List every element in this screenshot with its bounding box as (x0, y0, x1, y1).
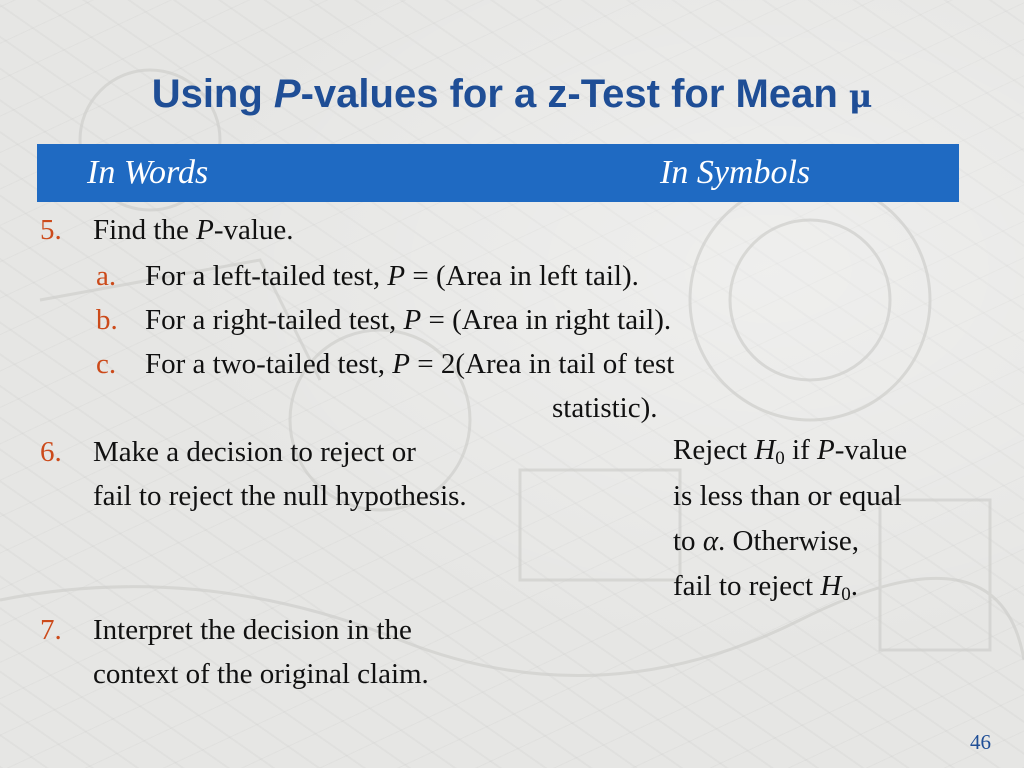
step-5c-label: c. (96, 348, 117, 380)
column-header-bar (37, 144, 959, 202)
step-5b-label: b. (96, 304, 118, 336)
step-5a-label: a. (96, 260, 117, 292)
step-6-line-2: fail to reject the null hypothesis. (93, 480, 467, 512)
step-5c-continuation: statistic). (552, 392, 658, 424)
slide-title: Using P-values for a z-Test for Mean μ (151, 72, 873, 116)
step-7-line-1: Interpret the decision in the (93, 614, 412, 646)
header-in-symbols: In Symbols (660, 154, 811, 191)
step-6-symbol-line-3: to α. Otherwise, (673, 525, 859, 557)
step-5-text: Find the P-value. (93, 214, 294, 246)
step-6-symbol-line-1: Reject $H_0$ if P-value (673, 434, 908, 469)
step-5c-text: For a two-tailed test, P = 2(Area in tail of test (145, 348, 675, 380)
step-5a-text: For a left-tailed test, P = (Area in left tail). (145, 260, 639, 292)
step-7-number: 7. (40, 614, 62, 646)
page-number: 46 (970, 730, 991, 754)
alpha-symbol: α (702, 525, 719, 557)
step-6-symbol-line-4: fail to reject $H_0$. (673, 570, 859, 605)
step-5b-text: For a right-tailed test, P = (Area in right tail). (145, 304, 672, 336)
header-in-words: In Words (87, 154, 209, 191)
step-7-line-2: context of the original claim. (93, 658, 429, 690)
step-5-number: 5. (40, 214, 62, 246)
step-6-line-1: Make a decision to reject or (93, 436, 416, 468)
step-6-number: 6. (40, 436, 62, 468)
step-6-symbol-line-2: is less than or equal (673, 480, 902, 512)
